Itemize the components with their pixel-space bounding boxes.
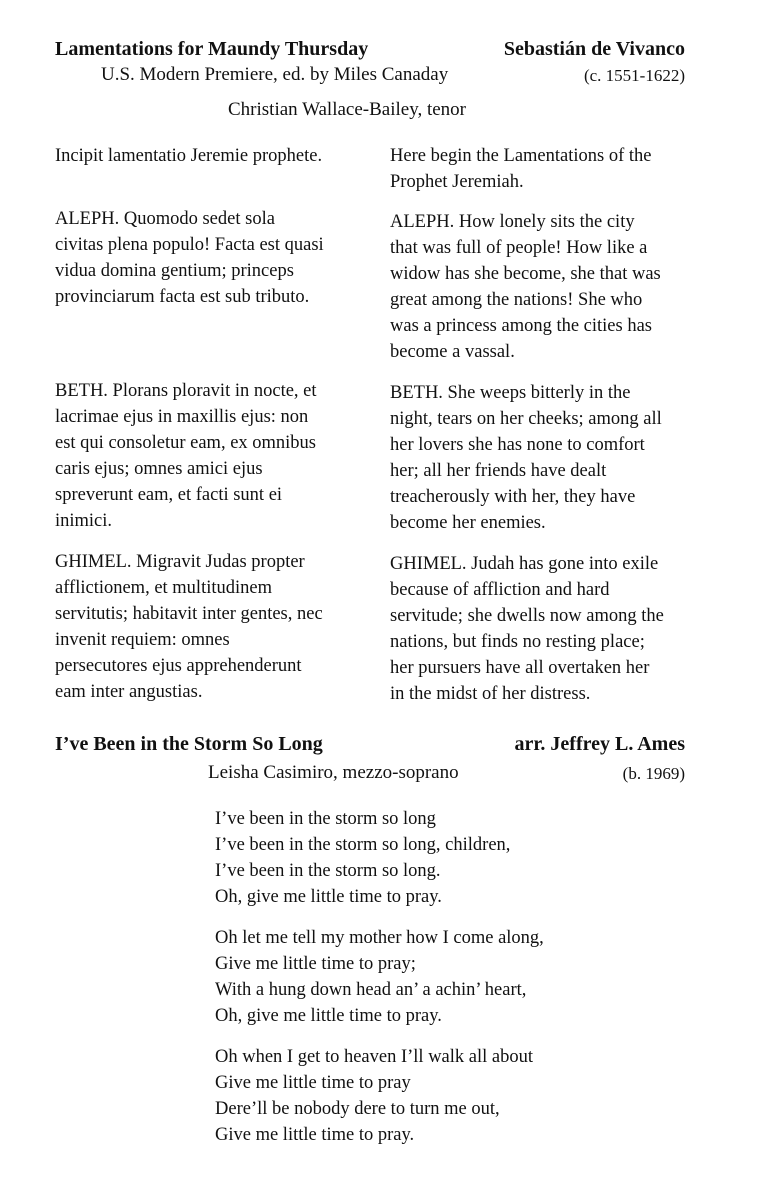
piece-title: Lamentations for Maundy Thursday <box>55 38 369 60</box>
text-line: persecutores ejus apprehenderunt <box>55 656 302 676</box>
lyric-line: I’ve been in the storm so long, children, <box>215 835 511 855</box>
lyric-line: With a hung down head an’ a achin’ heart, <box>215 980 527 1000</box>
lyric-line: Give me little time to pray <box>215 1073 411 1093</box>
text-line: eam inter angustias. <box>55 682 203 702</box>
text-line: provinciarum facta est sub tributo. <box>55 287 310 307</box>
lyric-line: Oh let me tell my mother how I come along, <box>215 928 544 948</box>
text-line: invenit requiem: omnes <box>55 630 230 650</box>
text-line: ALEPH. Quomodo sedet sola <box>55 209 275 229</box>
text-line: in the midst of her distress. <box>390 684 591 704</box>
lyric-line: I’ve been in the storm so long <box>215 809 436 829</box>
text-line: great among the nations! She who <box>390 290 643 310</box>
english-stanza-incipit <box>390 143 651 195</box>
text-line: caris ejus; omnes amici ejus <box>55 459 263 479</box>
arranger-dates: (b. 1969) <box>622 764 685 783</box>
text-line: nations, but finds no resting place; <box>390 632 645 652</box>
lyric-line: Give me little time to pray. <box>215 1125 415 1145</box>
text-line: Incipit lamentatio Jeremie prophete. <box>55 146 323 166</box>
performer: Leisha Casimiro, mezzo-soprano <box>208 762 459 783</box>
text-line: servitutis; habitavit inter gentes, nec <box>55 604 323 624</box>
text-line: Here begin the Lamentations of the <box>390 146 652 166</box>
latin-stanza-0 <box>55 143 322 169</box>
text-line: GHIMEL. Migravit Judas propter <box>55 552 305 572</box>
lyrics-stanza-2 <box>215 925 544 1029</box>
text-line: BETH. She weeps bitterly in the <box>390 383 631 403</box>
text-line: afflictionem, et multitudinem <box>55 578 272 598</box>
lyric-line: Dere’ll be nobody dere to turn me out, <box>215 1099 500 1119</box>
text-line: vidua domina gentium; princeps <box>55 261 294 281</box>
latin-stanza-aleph <box>55 206 324 310</box>
text-line: her; all her friends have dealt <box>390 461 607 481</box>
text-line: treacherously with her, they have <box>390 487 636 507</box>
lyric-line: Oh, give me little time to pray. <box>215 887 442 907</box>
lyrics-stanza-3 <box>215 1044 533 1148</box>
text-line: est qui consoletur eam, ex omnibus <box>55 433 317 453</box>
text-line: spreverunt eam, et facti sunt ei <box>55 485 283 505</box>
text-line: ALEPH. How lonely sits the city <box>390 212 635 232</box>
text-line: because of affliction and hard <box>390 580 610 600</box>
english-stanza-aleph <box>390 209 661 365</box>
lyrics-stanza-1 <box>215 806 510 910</box>
text-line: was a princess among the cities has <box>390 316 653 336</box>
text-line: inimici. <box>55 511 113 531</box>
text-line: lacrimae ejus in maxillis ejus: non <box>55 407 309 427</box>
text-line: GHIMEL. Judah has gone into exile <box>390 554 659 574</box>
text-line: her lovers she has none to comfort <box>390 435 645 455</box>
composer-dates: (c. 1551-1622) <box>583 66 685 85</box>
english-stanza-beth <box>390 380 662 536</box>
lyric-line: Oh when I get to heaven I’ll walk all about <box>215 1047 533 1067</box>
text-line: civitas plena populo! Facta est quasi <box>55 235 324 255</box>
lyric-line: Give me little time to pray; <box>215 954 416 974</box>
text-line: night, tears on her cheeks; among all <box>390 409 662 429</box>
text-line: BETH. Plorans ploravit in nocte, et <box>55 381 317 401</box>
text-line: Prophet Jeremiah. <box>390 172 524 192</box>
english-stanza-ghimel <box>390 551 664 707</box>
composer-name: Sebastián de Vivanco <box>503 38 685 60</box>
text-line: her pursuers have all overtaken her <box>390 658 650 678</box>
performer: Christian Wallace-Bailey, tenor <box>228 99 467 120</box>
text-line: become her enemies. <box>390 513 546 533</box>
edition-note: U.S. Modern Premiere, ed. by Miles Canaday <box>101 64 449 85</box>
lyric-line: Oh, give me little time to pray. <box>215 1006 442 1026</box>
text-line: become a vassal. <box>390 342 515 362</box>
lyric-line: I’ve been in the storm so long. <box>215 861 441 881</box>
text-line: that was full of people! How like a <box>390 238 648 258</box>
latin-column <box>55 143 322 169</box>
arranger-name: arr. Jeffrey L. Ames <box>514 733 685 755</box>
text-line: servitude; she dwells now among the <box>390 606 664 626</box>
latin-stanza-ghimel <box>55 549 323 705</box>
text-line: widow has she become, she that was <box>390 264 661 284</box>
piece-title: I’ve Been in the Storm So Long <box>55 733 323 755</box>
latin-stanza-beth <box>55 378 317 534</box>
